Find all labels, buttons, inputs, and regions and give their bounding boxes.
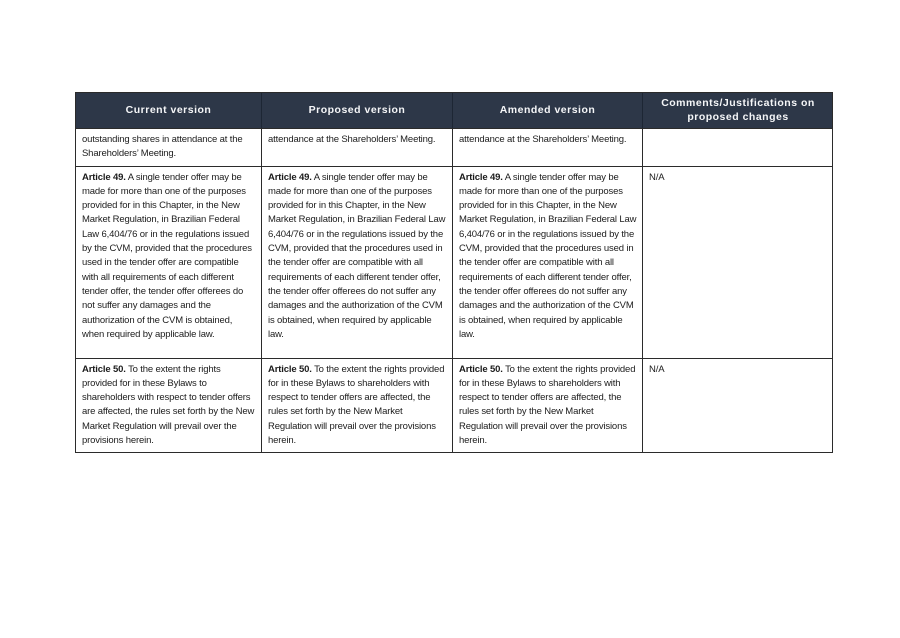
table-header-row: [76, 93, 832, 129]
comparison-table: [75, 92, 833, 453]
table-cell: [262, 359, 453, 453]
cell-text: To the extent the rights provided for in these Bylaws to shareholders with respect to tender offers are affected, the rules set forth by the New Market Regulation will prevail over the provisions herein.: [82, 363, 255, 447]
article-lead: Article 50.: [268, 363, 312, 375]
table-cell: [453, 359, 643, 453]
article-lead: Article 49.: [82, 171, 126, 183]
article-lead: Article 50.: [82, 363, 126, 375]
article-lead: Article 50.: [459, 363, 503, 375]
table-cell-empty: [643, 129, 833, 166]
table-cell: [453, 167, 643, 358]
table-cell: [76, 359, 262, 453]
table-cell: [453, 129, 643, 166]
cell-text: attendance at the Shareholders’ Meeting.: [268, 134, 436, 145]
cell-text: N/A: [649, 171, 665, 183]
cell-text: outstanding shares in attendance at the Shareholders’ Meeting.: [82, 134, 243, 160]
cell-text: To the extent the rights provided for in these Bylaws to shareholders with respect to tender offers are affected, the rules set forth by the New Market Regulation will prevail over the provisions herein.: [268, 363, 445, 447]
header-cell-amended-version: [453, 93, 643, 128]
table-row-spillover: [76, 129, 832, 167]
article-lead: Article 49.: [459, 171, 503, 183]
cell-text: To the extent the rights provided for in these Bylaws to shareholders with respect to tender offers are affected, the rules set forth by the New Market Regulation will prevail over the provisions herein.: [459, 363, 636, 447]
table-row-article-50: [76, 359, 832, 453]
cell-text: A single tender offer may be made for more than one of the purposes provided for in this Chapter, in the New Market Regulation, in Brazilian Federal Law 6,404/76 or in the regulations issued by the CVM, provided that the procedures used in the tender offer are compatible with all requirements of each different tender offer, the tender offer offerees do not suffer any damages and the authorization of the CVM is obtained, when required by applicable law.: [82, 171, 252, 340]
table-cell: [262, 129, 453, 166]
header-label: Amended version: [499, 103, 596, 116]
article-lead: Article 49.: [268, 171, 312, 183]
header-cell-current-version: [76, 93, 262, 128]
header-label: Proposed version: [308, 103, 406, 116]
header-label: Comments/Justifications on proposed changes: [661, 97, 815, 123]
header-cell-comments: [643, 93, 833, 128]
table-cell: [76, 129, 262, 166]
cell-text: A single tender offer may be made for more than one of the purposes provided for in this Chapter, in the New Market Regulation, in Brazilian Federal Law 6,404/76 or in the regulations issued by the CVM, provided that the procedures used in the tender offer are compatible with all requirements of each different tender offer, the tender offer offerees do not suffer any damages and the authorization of the CVM is obtained, when required by applicable law.: [459, 171, 637, 340]
cell-text: attendance at the Shareholders’ Meeting.: [459, 134, 627, 145]
table-cell: [262, 167, 453, 358]
table-cell: [76, 167, 262, 358]
header-cell-proposed-version: [262, 93, 453, 128]
table-cell-na: [643, 359, 833, 453]
cell-text: N/A: [649, 363, 665, 375]
cell-text: A single tender offer may be made for more than one of the purposes provided for in this Chapter, in the New Market Regulation, in Brazilian Federal Law 6,404/76 or in the regulations issued by the CVM, provided that the procedures used in the tender offer are compatible with all requirements of each different tender offer, the tender offer offerees do not suffer any damages and the authorization of the CVM is obtained, when required by applicable law.: [268, 171, 446, 340]
table-cell-na: [643, 167, 833, 358]
table-row-article-49: [76, 167, 832, 359]
header-label: Current version: [125, 103, 212, 116]
